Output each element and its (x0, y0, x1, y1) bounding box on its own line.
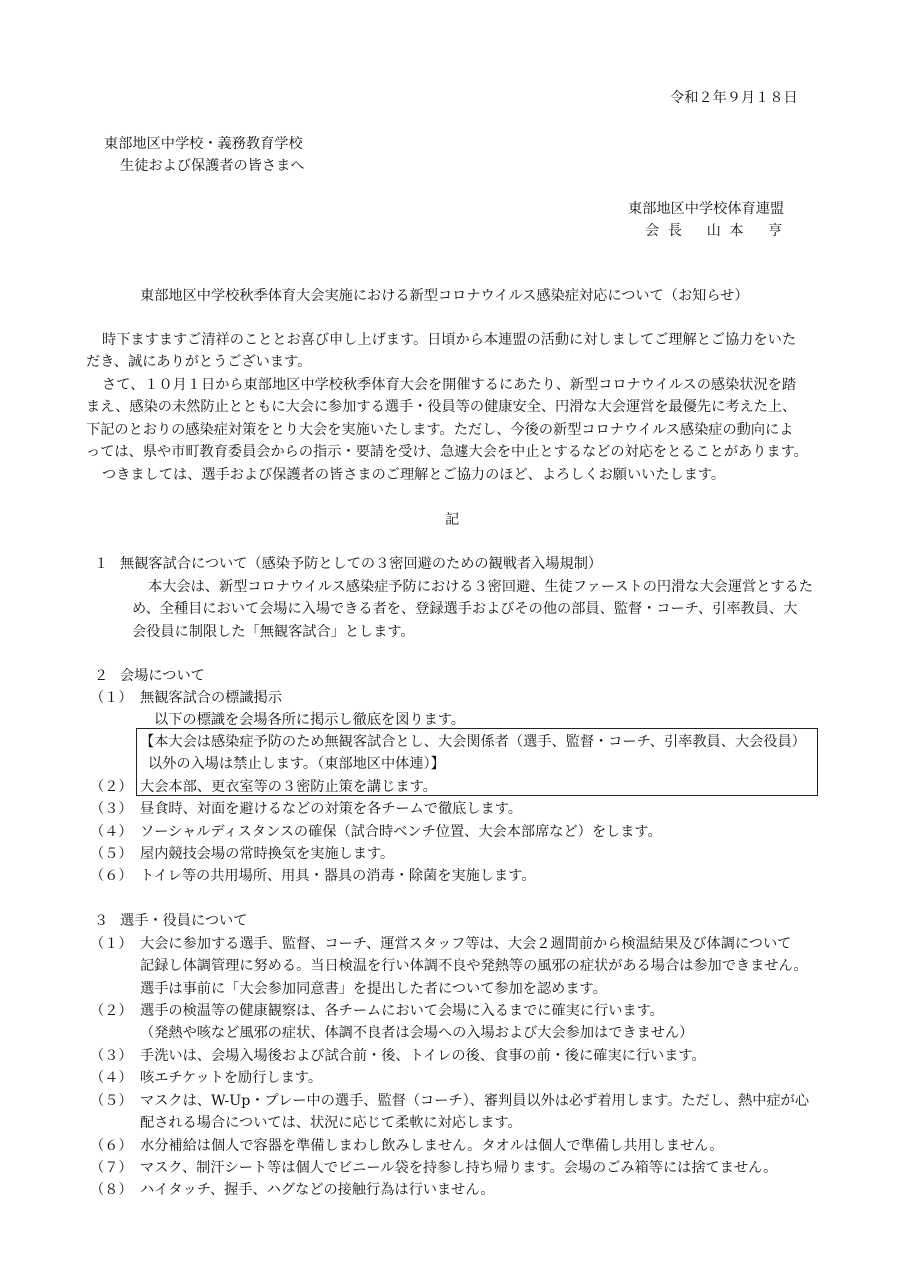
document-title: 東部地区中学校秋季体育大会実施における新型コロナウイルス感染症対応について（お知らせ） (140, 288, 749, 304)
section2-item-number: （６） (90, 868, 133, 884)
section2-item-text: トイレ等の共用場所、用具・器具の消毒・除菌を実施します。 (140, 868, 536, 884)
section3-item-line: 記録し体調管理に努める。当日検温を行い体調不良や発熱等の風邪の症状がある場合は参加できません。 (140, 958, 808, 974)
section1-heading: 無観客試合について（感染予防としての３密回避のための観戦者入場規制） (120, 556, 603, 572)
section2-item-text: 以下の標識を会場各所に掲示し徹底を図ります。 (154, 712, 465, 728)
section3-item-line: 選手の検温等の健康観察は、各チームにおいて会場に入るまでに確実に行います。 (140, 1003, 664, 1019)
section3-item-line: 水分補給は個人で容器を準備しまわし飲みしません。タオルは個人で準備し共用しません。 (140, 1138, 724, 1154)
section2-item-text: ソーシャルディスタンスの確保（試合時ベンチ位置、大会本部席など）をします。 (140, 824, 662, 840)
intro-line: 時下ますますご清祥のこととお喜び申し上げます。日頃から本連盟の活動に対しましてご理解とご協力をいた (102, 332, 797, 348)
section3-item-line: 選手は事前に「大会参加同意書」を提出した者について参加を認めます。 (140, 981, 607, 997)
section3-item-number: （１） (90, 936, 133, 952)
notice-line: 【本大会は感染症予防のため無観客試合とし、大会関係者（選手、監督・コーチ、引率教員、大会役員） (140, 734, 806, 750)
section1-body-line: 会役員に制限した「無観客試合」とします。 (132, 624, 415, 640)
sender-name: 会 長 山 本 亨 (645, 223, 785, 239)
intro-line: まえ、感染の未然防止とともに大会に参加する選手・役員等の健康安全、円滑な大会運営を最優先に考えた上、 (86, 399, 797, 415)
section2-heading: 会場について (120, 668, 205, 684)
section3-item-number: （２） (90, 1003, 133, 1019)
intro-line: つきましては、選手および保護者の皆さまのご理解とご協力のほど、よろしくお願いいたします。 (102, 467, 726, 483)
section3-item-line: マスク、制汗シート等は個人でビニール袋を持参し持ち帰ります。会場のごみ箱等には捨てません。 (140, 1160, 778, 1176)
section1-number: １ (94, 556, 109, 572)
intro-line: っては、県や市町教育委員会からの指示・要請を受け、急遽大会を中止とするなどの対応をとることがあります。 (86, 444, 808, 460)
section3-number: ３ (94, 913, 109, 929)
section3-item-number: （４） (90, 1070, 133, 1086)
section2-item-text: 屋内競技会場の常時換気を実施します。 (140, 846, 395, 862)
section3-item-line: （発熱や咳など風邪の症状、体調不良者は会場への入場および大会参加はできません） (140, 1025, 694, 1041)
section1-body-line: め、全種目において会場に入場できる者を、登録選手およびその他の部員、監督・コーチ、引率教員、大 (132, 601, 798, 617)
recipient-schools: 東部地区中学校・義務教育学校 (104, 136, 303, 152)
intro-line: さて、１０月１日から東部地区中学校秋季体育大会を開催するにあたり、新型コロナウイルスの感染状況を踏 (102, 377, 797, 393)
section3-item-number: （３） (90, 1048, 133, 1064)
section3-item-line: 手洗いは、会場入場後および試合前・後、トイレの後、食事の前・後に確実に行います。 (140, 1048, 706, 1064)
section3-item-number: （８） (90, 1182, 133, 1198)
sender-organization: 東部地区中学校体育連盟 (628, 201, 785, 217)
intro-line: だき、誠にありがとうございます。 (86, 354, 312, 370)
section3-item-line: 大会に参加する選手、監督、コーチ、運営スタッフ等は、大会２週間前から検温結果及び体調について (140, 936, 792, 952)
section2-item-title: 無観客試合の標識掲示 (140, 690, 282, 706)
section3-item-line: 咳エチケットを励行します。 (140, 1070, 323, 1086)
notice-line: 以外の入場は禁止します。（東部地区中体連）】 (148, 756, 445, 772)
section2-item-text: 大会本部、更衣室等の３密防止策を講じます。 (140, 779, 437, 795)
section3-item-line: ハイタッチ、握手、ハグなどの接触行為は行いません。 (140, 1182, 495, 1198)
section3-item-number: （７） (90, 1160, 133, 1176)
section2-item-number: （５） (90, 846, 133, 862)
ki-marker: 記 (445, 512, 460, 528)
recipient-guardians: 生徒および保護者の皆さまへ (120, 158, 305, 174)
section2-item-number: （３） (90, 801, 133, 817)
intro-line: 下記のとおりの感染症対策をとり大会を実施いたします。ただし、今後の新型コロナウイルス感染症の動向によ (86, 422, 794, 438)
section1-body-line: 本大会は、新型コロナウイルス感染症予防における３密回避、生徒ファーストの円滑な大会運営とするた (148, 579, 813, 595)
section2-item-number: （１） (90, 690, 133, 706)
document-date: 令和２年９月１８日 (670, 90, 798, 106)
section3-item-number: （６） (90, 1138, 133, 1154)
section2-item-text: 昼食時、対面を避けるなどの対策を各チームで徹底します。 (140, 801, 522, 817)
section3-item-line: 配される場合については、状況に応じて柔軟に対応します。 (140, 1115, 522, 1131)
section2-item-number: （２） (90, 779, 133, 795)
section3-heading: 選手・役員について (120, 913, 248, 929)
section3-item-line: マスクは、W-Up・プレー中の選手、監督（コーチ）、審判員以外は必ず着用します。ただし、熱中症が心 (140, 1093, 810, 1109)
section2-item-number: （４） (90, 824, 133, 840)
section2-number: ２ (94, 668, 109, 684)
section3-item-number: （５） (90, 1093, 133, 1109)
